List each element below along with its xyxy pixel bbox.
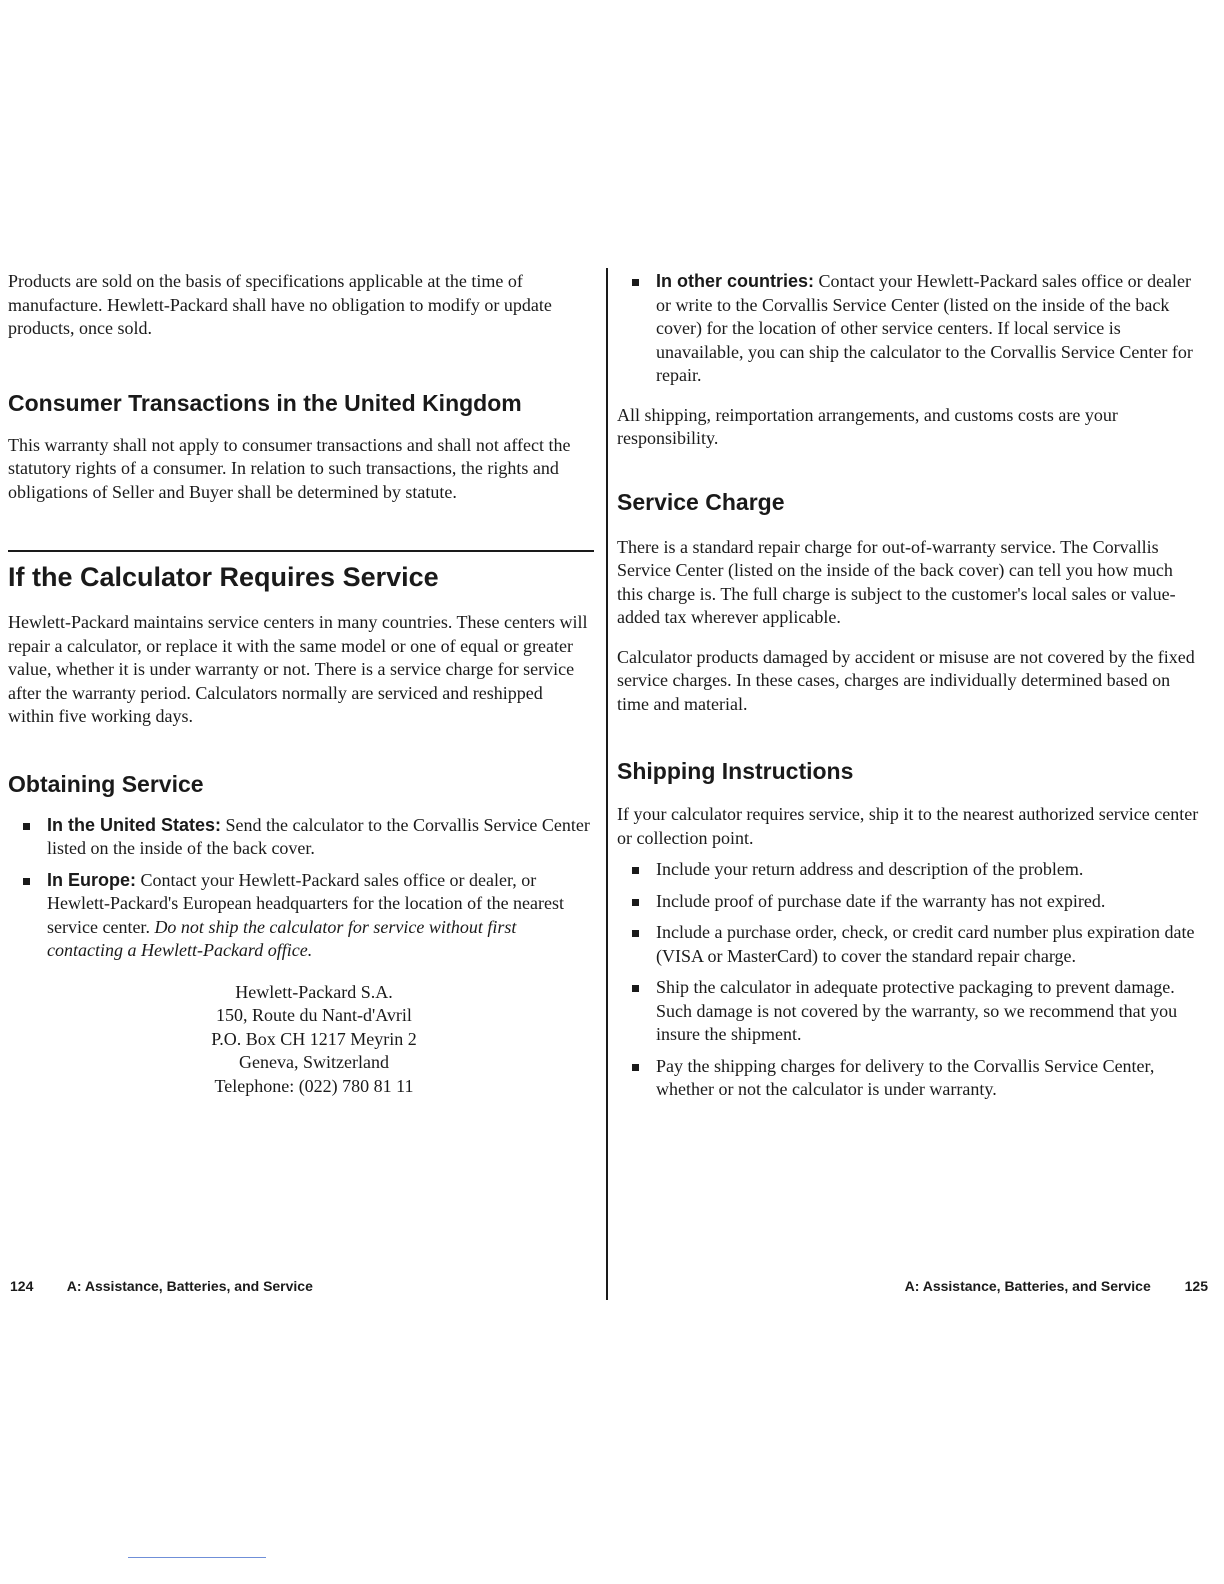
shipping-list [617, 858, 1202, 1102]
address-line: P.O. Box CH 1217 Meyrin 2 [211, 1028, 417, 1049]
list-item [8, 814, 590, 861]
page-number: 124 [10, 1278, 34, 1294]
list-item [617, 921, 1202, 968]
bullet-square-icon [23, 823, 30, 830]
bullet-square-icon [632, 1064, 639, 1071]
list-item [617, 1055, 1202, 1102]
intro-paragraph: Products are sold on the basis of specifications applicable at the time of manufacture. Hewlett-Packard shall have no obligation to modify or update products, once sold. [8, 271, 552, 338]
left-page-column [8, 270, 590, 1098]
page-divider [606, 268, 608, 1300]
list-item [617, 858, 1202, 882]
shipping-item-text: Include proof of purchase date if the warranty has not expired. [656, 890, 1106, 911]
page-number: 125 [1184, 1278, 1208, 1294]
bullet-square-icon [632, 867, 639, 874]
address-line: 150, Route du Nant-d'Avril [216, 1005, 412, 1025]
footer-right [905, 1278, 1208, 1294]
service-heading: If the Calculator Requires Service [8, 562, 439, 592]
list-item [617, 270, 1202, 388]
shipping-intro: If your calculator requires service, ship it to the nearest authorized service center or collection point. [617, 804, 1199, 848]
bullet-square-icon [632, 985, 639, 992]
us-text: Send the calculator to the Corvallis Service Center listed on the inside of the back cover. [47, 814, 590, 858]
address-line: Hewlett-Packard S.A. [235, 981, 393, 1002]
right-page-column [617, 270, 1202, 1102]
bullet-square-icon [23, 878, 30, 885]
bullet-square-icon [632, 899, 639, 906]
europe-lead: In Europe: [47, 869, 136, 890]
address-line: Geneva, Switzerland [239, 1052, 389, 1072]
list-item [617, 890, 1202, 914]
charge-heading: Service Charge [617, 488, 785, 515]
damage-paragraph: Calculator products damaged by accident or misuse are not covered by the fixed service charges. In these cases, charges are individually determined based on time and material. [617, 646, 1195, 714]
shipping-item-text: Include your return address and description of the problem. [656, 859, 1084, 879]
shipping-item-text: Pay the shipping charges for delivery to the Corvallis Service Center, whether or not the calculator is under warranty. [656, 1055, 1155, 1099]
scan-artifact-line [128, 1557, 266, 1558]
other-text: Contact your Hewlett-Packard sales office or dealer or write to the Corvallis Service Center (listed on the inside of the back cover) for the location of other service centers. If local service is unavailable, you can ship the calculator to the Corvallis Service Center for repair. [656, 271, 1193, 385]
shipping-heading: Shipping Instructions [617, 758, 854, 784]
charge-paragraph: There is a standard repair charge for out-of-warranty service. The Corvallis Service Center (listed on the inside of the back cover) can tell you how much this charge is. The full charge is subject to the customer's local sales or value-added tax wherever applicable. [617, 536, 1176, 627]
bullet-square-icon [632, 279, 639, 286]
footer-left [10, 1278, 313, 1294]
other-lead: In other countries: [656, 271, 815, 291]
running-title: A: Assistance, Batteries, and Service [66, 1278, 313, 1294]
us-lead: In the United States: [47, 814, 222, 835]
shipping-item-text: Ship the calculator in adequate protective packaging to prevent damage. Such damage is not covered by the warranty, so we recommend that you insure the shipment. [656, 977, 1178, 1044]
shipping-item-text: Include a purchase order, check, or credit card number plus expiration date (VISA or MasterCard) to cover the standard repair charge. [656, 922, 1195, 966]
europe-text: Contact your Hewlett-Packard sales office or dealer, or Hewlett-Packard's European headquarters for the location of the nearest service center. [47, 869, 565, 937]
other-countries-list [617, 270, 1202, 388]
section-rule [8, 550, 594, 552]
running-title: A: Assistance, Batteries, and Service [904, 1278, 1151, 1294]
bullet-square-icon [632, 930, 639, 937]
uk-paragraph: This warranty shall not apply to consumer transactions and shall not affect the statutory rights of a consumer. In relation to such transactions, the rights and obligations of Seller and Buyer shall be determined by statute. [8, 434, 571, 502]
obtaining-heading: Obtaining Service [8, 770, 204, 797]
uk-heading: Consumer Transactions in the United Kingdom [8, 389, 522, 416]
europe-italic-note: Do not ship the calculator for service without first contacting a Hewlett-Packard office. [47, 916, 517, 960]
service-paragraph: Hewlett-Packard maintains service centers in many countries. These centers will repair a calculator, or replace it with the same model or one of equal or greater value, whether it is under warranty or not. There is a service charge for service after the warranty period. Calculators normally are serviced and reshipped within five working days. [8, 612, 588, 726]
obtaining-list [8, 814, 590, 963]
europe-address [38, 981, 590, 1099]
list-item [8, 869, 590, 963]
address-line: Telephone: (022) 780 81 11 [214, 1075, 414, 1096]
shipping-costs-paragraph: All shipping, reimportation arrangements, and customs costs are your responsibility. [617, 404, 1118, 448]
list-item [617, 976, 1202, 1047]
